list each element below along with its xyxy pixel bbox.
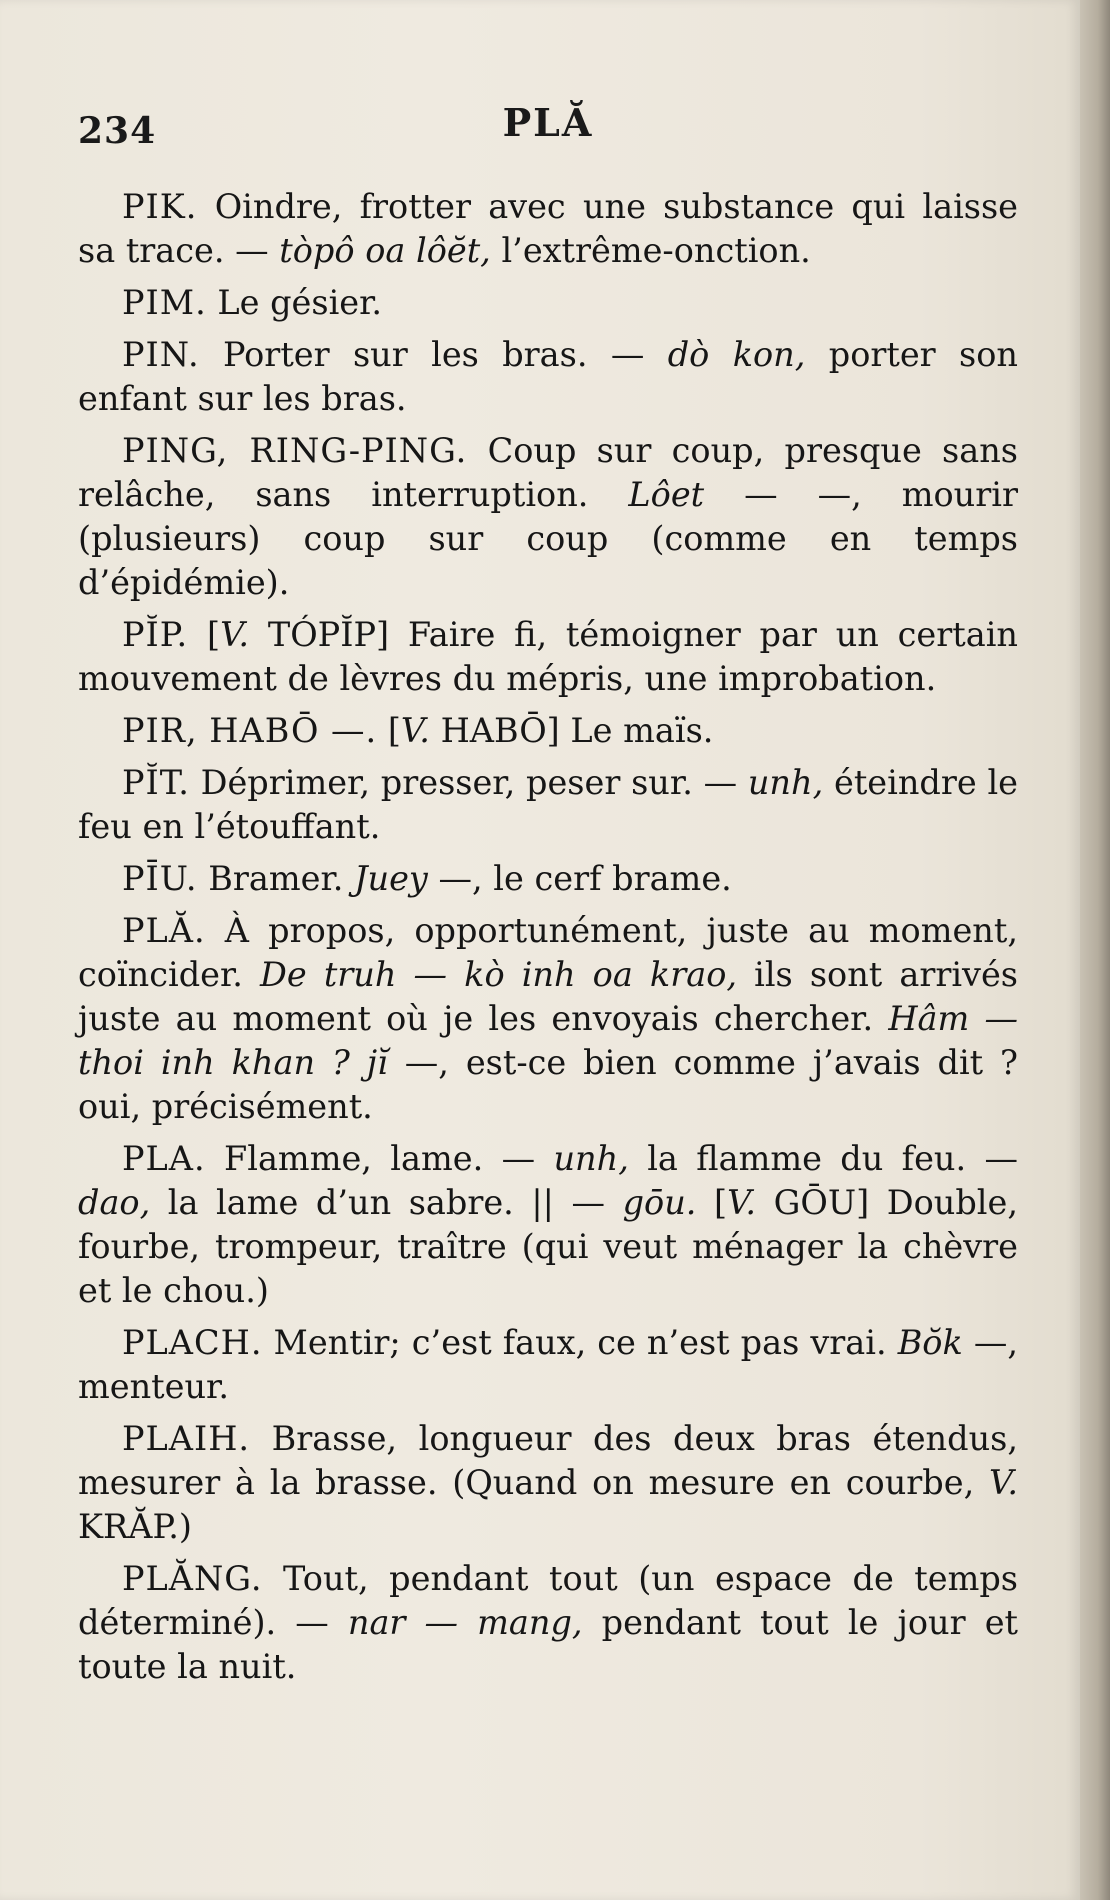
entry-source-phrase: unh,	[747, 763, 824, 802]
running-head: PLĂ	[502, 100, 594, 145]
entry-source-phrase: Bŏk	[897, 1323, 963, 1362]
entry-text: pendant tout le jour et toute la nuit.	[78, 1603, 1018, 1686]
entry-text: — —, mourir (plusieurs) coup sur coup (comme en temps d’épidémie).	[78, 475, 1018, 602]
entry-text: Porter sur les bras. —	[199, 335, 668, 374]
entry-text: Flamme, lame. —	[205, 1139, 554, 1178]
entry-source-phrase: unh,	[553, 1139, 629, 1178]
entry-text: GŌU] Double, fourbe, trompeur, traître (qui veut ménager la chèvre et le chou.)	[78, 1183, 1018, 1310]
entry-headword: PLĂ.	[122, 911, 206, 950]
dictionary-entry	[78, 1137, 1018, 1313]
entry-text: Bramer.	[197, 859, 355, 898]
entry-text: —, le cerf brame.	[427, 859, 732, 898]
dictionary-entry	[78, 281, 1018, 325]
book-spine-edge	[1080, 0, 1110, 1900]
page-number: 234	[78, 110, 157, 152]
entry-text: Brasse, longueur des deux bras étendus, mesurer à la brasse. (Quand on mesure en courbe,	[78, 1419, 1018, 1502]
entry-headword: PIK.	[122, 187, 198, 226]
entry-headword: PIR, HABŌ —.	[122, 711, 378, 750]
page-header	[78, 100, 1018, 160]
dictionary-entry	[78, 613, 1018, 701]
entry-text: la flamme du feu. —	[628, 1139, 1018, 1178]
entry-text: porter son enfant sur les bras.	[78, 335, 1018, 418]
entry-text: [	[696, 1183, 728, 1222]
dictionary-entry	[78, 185, 1018, 273]
entry-source-phrase: dò kon,	[667, 335, 806, 374]
dictionary-entry	[78, 1417, 1018, 1549]
entry-text: la lame d’un sabre. || —	[150, 1183, 623, 1222]
dictionary-entry	[78, 857, 1018, 901]
entry-headword: PĬT.	[122, 763, 190, 802]
dictionary-entry	[78, 333, 1018, 421]
entry-text: ils sont arrivés juste au moment où je les envoyais chercher.	[78, 955, 1018, 1038]
entry-source-phrase: Hâm — thoi inh khan ? jĭ	[78, 999, 1018, 1082]
dictionary-entry	[78, 709, 1018, 753]
entry-text: [	[188, 615, 221, 654]
entry-text: —, menteur.	[78, 1323, 1018, 1406]
entry-source-phrase: nar — mang,	[347, 1603, 583, 1642]
entry-text: Déprimer, presser, peser sur. —	[189, 763, 748, 802]
entry-source-phrase: tòpô oa lôĕt,	[279, 231, 491, 270]
dictionary-entry	[78, 1321, 1018, 1409]
entry-headword: PIN.	[122, 335, 200, 374]
entry-headword: PLĂNG.	[122, 1559, 263, 1598]
entry-source-phrase: Lôet	[628, 475, 705, 514]
entry-text: l’extrême-onction.	[490, 231, 811, 270]
dictionary-entry	[78, 429, 1018, 605]
entry-text: KRĂP.)	[78, 1507, 192, 1546]
entry-source-phrase: gōu.	[622, 1183, 697, 1222]
entry-source-phrase: Juey	[354, 859, 428, 898]
entry-text: TÓPĬP] Faire fi, témoigner par un certain mouvement de lèvres du mépris, une improbation.	[78, 615, 1018, 698]
entry-text: Coup sur coup, presque sans relâche, sans interruption.	[78, 431, 1018, 514]
entry-text: Oindre, frotter avec une substance qui laisse sa trace. —	[78, 187, 1018, 270]
entry-text: Le gésier.	[206, 283, 383, 322]
dictionary-entry	[78, 761, 1018, 849]
entry-reference-marker: V.	[400, 711, 430, 750]
entry-text: éteindre le feu en l’étouffant.	[78, 763, 1018, 846]
entry-source-phrase: De truh — kò inh oa krao,	[260, 955, 738, 994]
dictionary-entry	[78, 909, 1018, 1129]
entry-reference-marker: V.	[220, 615, 250, 654]
entry-headword: PĬP.	[122, 615, 189, 654]
entry-text: —, est-ce bien comme j’avais dit ? oui, précisément.	[78, 1043, 1018, 1126]
entry-headword: PLAIH.	[122, 1419, 251, 1458]
entry-text: À propos, opportunément, juste au moment, coïncider.	[78, 911, 1018, 994]
dictionary-entry	[78, 1557, 1018, 1689]
entry-reference-marker: V.	[727, 1183, 757, 1222]
entry-headword: PING, RING-PING.	[122, 431, 468, 470]
entry-headword: PLACH.	[122, 1323, 263, 1362]
entry-text: Tout, pendant tout (un espace de temps déterminé). —	[78, 1559, 1018, 1642]
entry-headword: PLA.	[122, 1139, 206, 1178]
entry-text: HABŌ] Le maïs.	[429, 711, 714, 750]
entry-headword: PĪU.	[122, 859, 198, 898]
dictionary-entries	[78, 185, 1018, 1697]
entry-text: Mentir; c’est faux, ce n’est pas vrai.	[262, 1323, 898, 1362]
entry-source-phrase: dao,	[78, 1183, 151, 1222]
entry-reference-marker: V.	[989, 1463, 1018, 1502]
entry-headword: PIM.	[122, 283, 207, 322]
entry-text: [	[377, 711, 401, 750]
